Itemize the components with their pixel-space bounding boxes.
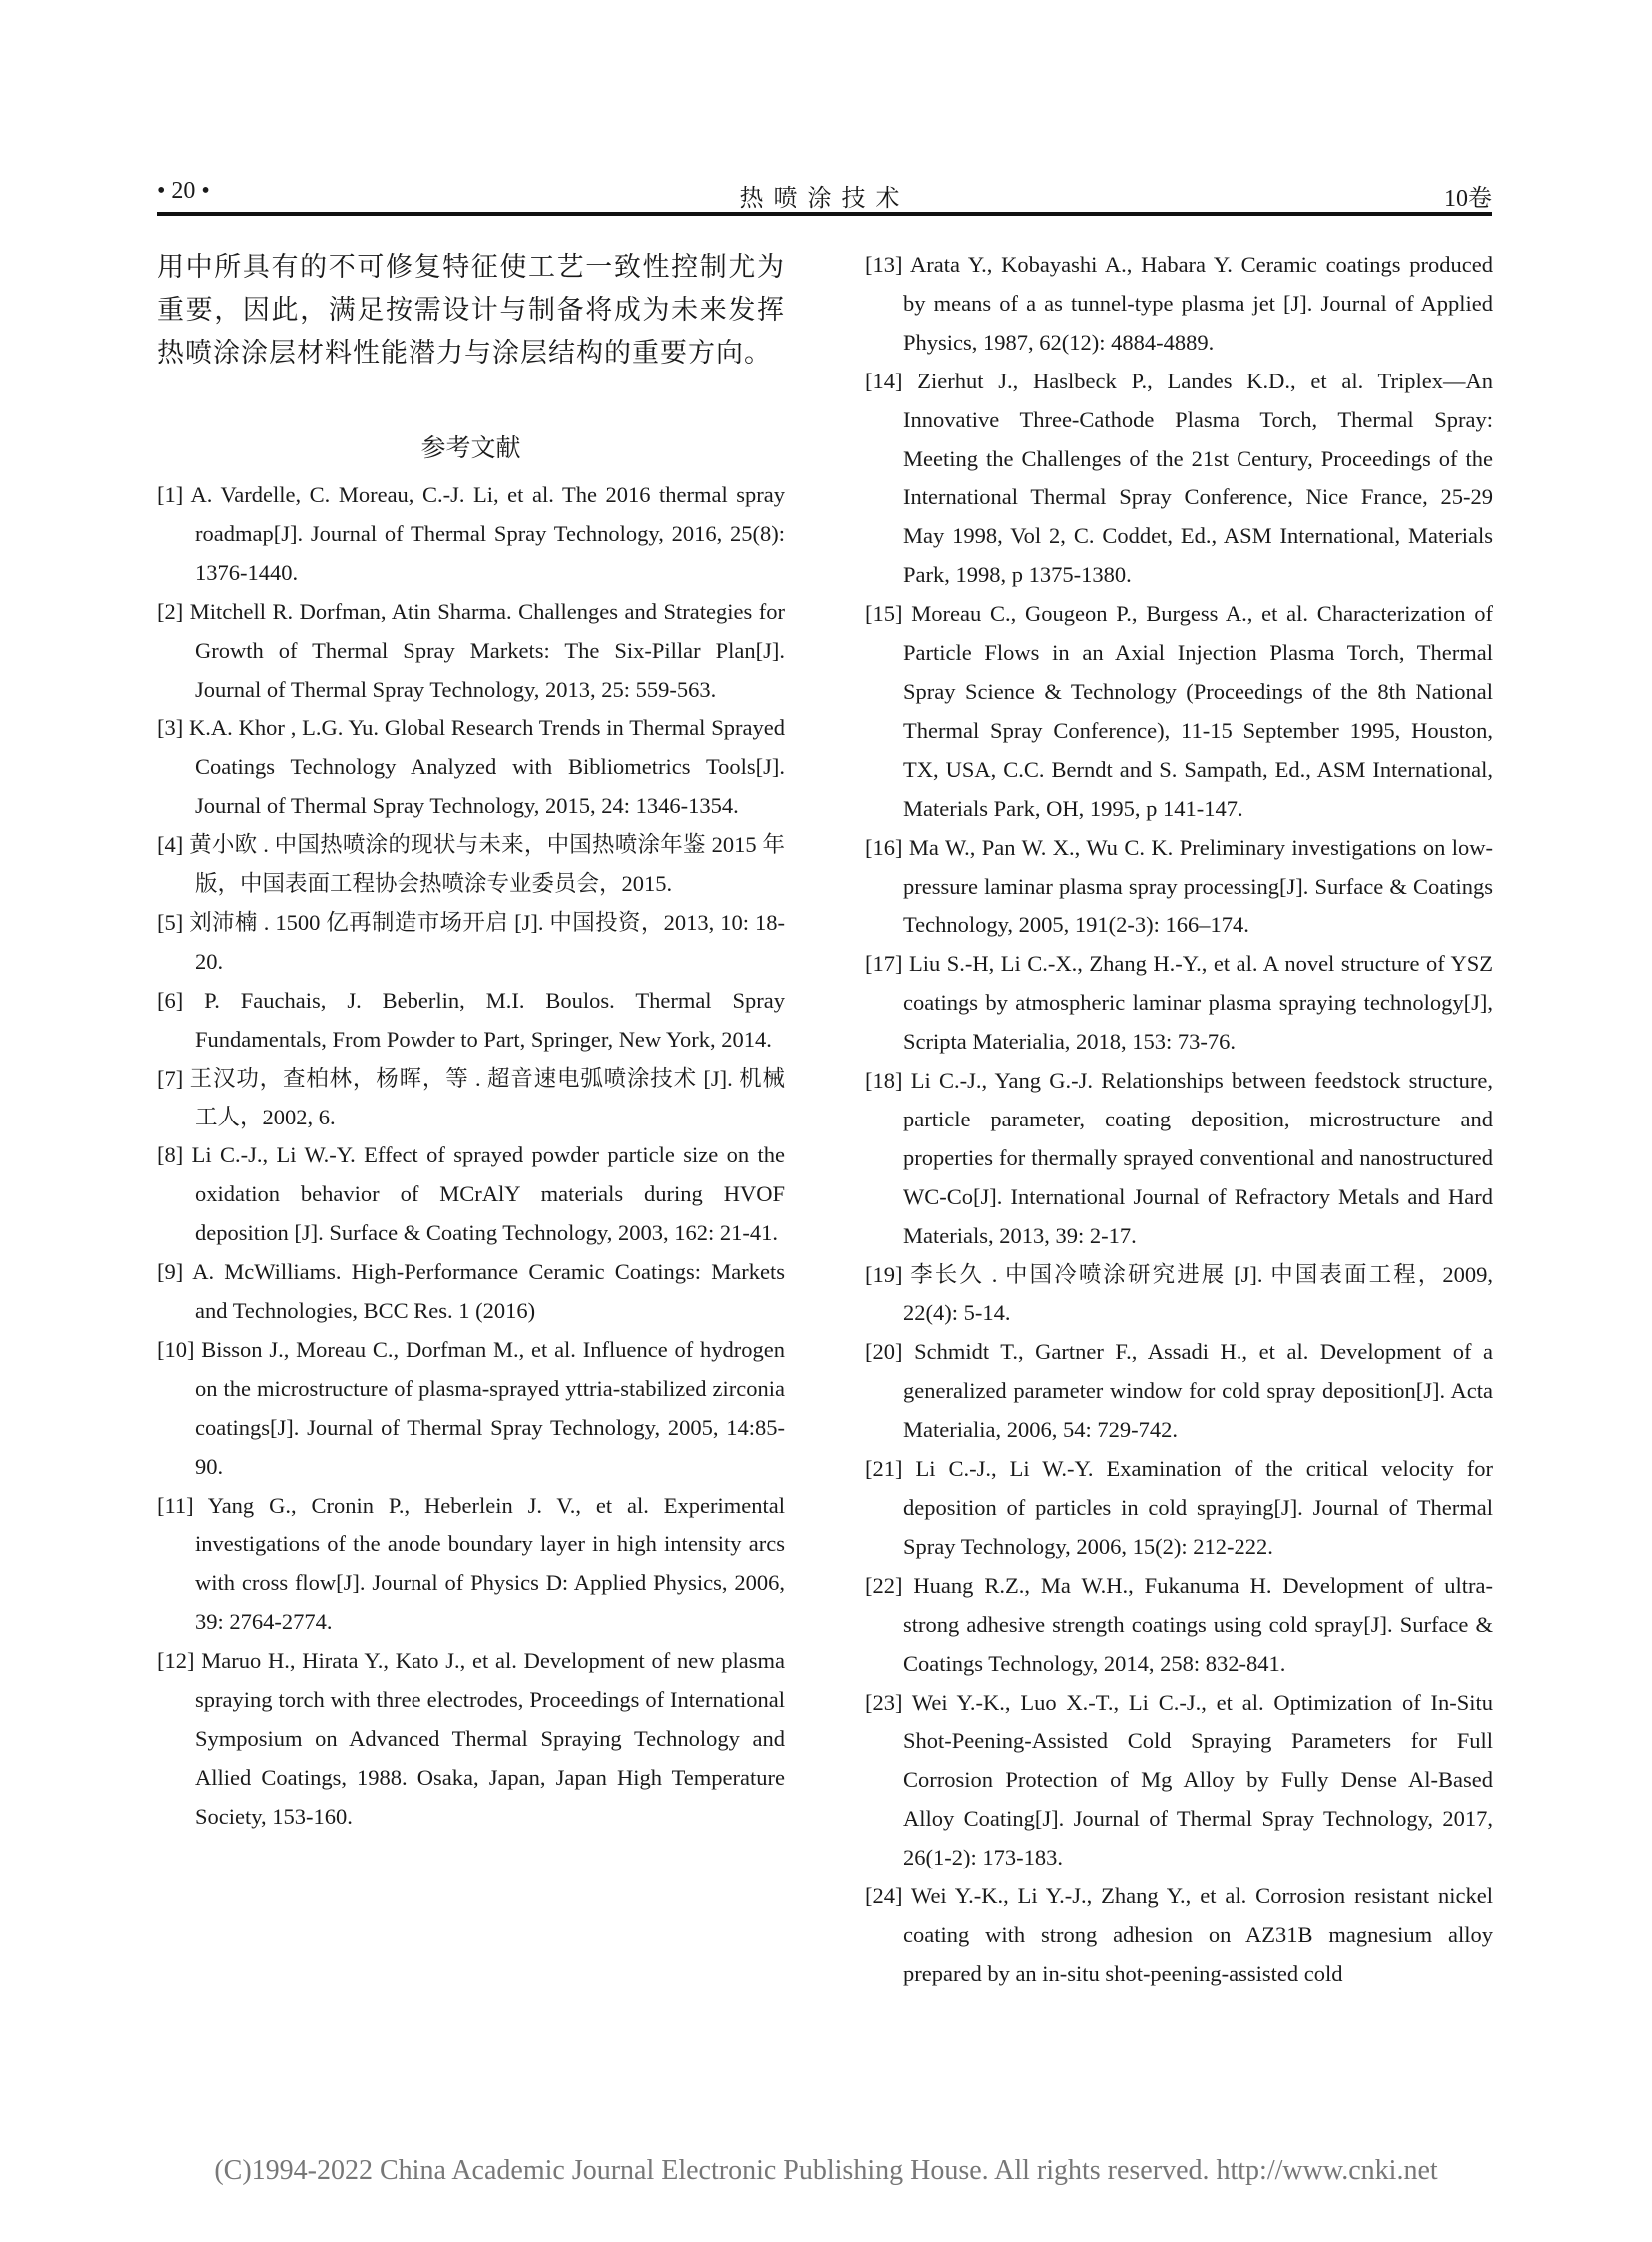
volume-label: 10卷 bbox=[1444, 186, 1492, 212]
reference-item: [3] K.A. Khor , L.G. Yu. Global Research Trends in Thermal Sprayed Coatings Technology Analyzed with Bibliometrics Tools[J]. Journal of Thermal Spray Technology, 2015, 24: 1346-1354. bbox=[157, 715, 785, 819]
reference-item: [12] Maruo H., Hirata Y., Kato J., et al. Development of new plasma spraying torch with three electrodes, Proceedings of International Symposium on Advanced Thermal Spraying Technology and Allied Coatings, 1988. Osaka, Japan, Japan High Temperature Society, 153-160. bbox=[157, 1648, 785, 1829]
reference-item: [7] 王汉功，查柏林，杨晖，等 . 超音速电弧喷涂技术 [J]. 机械工人，2002, 6. bbox=[157, 1065, 785, 1129]
reference-item: [9] A. McWilliams. High-Performance Ceramic Coatings: Markets and Technologies, BCC Res. 1 (2016) bbox=[157, 1259, 785, 1324]
reference-item: [6] P. Fauchais, J. Beberlin, M.I. Boulos. Thermal Spray Fundamentals, From Powder to Part, Springer, New York, 2014. bbox=[157, 987, 785, 1052]
reference-item: [17] Liu S.-H, Li C.-X., Zhang H.-Y., et al. A novel structure of YSZ coatings by atmospheric laminar plasma spraying technology[J], Scripta Materialia, 2018, 153: 73-76. bbox=[865, 951, 1493, 1055]
reference-item: [5] 刘沛楠 . 1500 亿再制造市场开启 [J]. 中国投资，2013, 10: 18-20. bbox=[157, 909, 785, 974]
reference-item: [24] Wei Y.-K., Li Y.-J., Zhang Y., et al. Corrosion resistant nickel coating with strong adhesion on AZ31B magnesium alloy prepared by an in-situ shot-peening-assisted cold bbox=[865, 1883, 1493, 1986]
right-column bbox=[865, 246, 1493, 1994]
reference-item: [22] Huang R.Z., Ma W.H., Fukanuma H. Development of ultra-strong adhesive strength coatings using cold spray[J]. Surface & Coatings Technology, 2014, 258: 832-841. bbox=[865, 1572, 1493, 1676]
reference-item: [18] Li C.-J., Yang G.-J. Relationships between feedstock structure, particle parameter, coating deposition, microstructure and properties for thermally sprayed conventional and nanostructured WC-Co[J]. International Journal of Refractory Metals and Hard Materials, 2013, 39: 2-17. bbox=[865, 1068, 1493, 1248]
page-number: • 20 • bbox=[157, 178, 210, 204]
body-paragraph: 用中所具有的不可修复特征使工艺一致性控制尤为重要，因此，满足按需设计与制备将成为未来发挥热喷涂涂层材料性能潜力与涂层结构的重要方向。 bbox=[157, 252, 785, 368]
reference-item: [20] Schmidt T., Gartner F., Assadi H., et al. Development of a generalized parameter window for cold spray deposition[J]. Acta Materialia, 2006, 54: 729-742. bbox=[865, 1339, 1493, 1443]
reference-list-left bbox=[157, 476, 785, 1837]
reference-item: [19] 李长久 . 中国冷喷涂研究进展 [J]. 中国表面工程，2009, 22(4): 5-14. bbox=[865, 1261, 1493, 1326]
reference-item: [16] Ma W., Pan W. X., Wu C. K. Preliminary investigations on low-pressure laminar plasma spray processing[J]. Surface & Coatings Technology, 2005, 191(2-3): 166–174. bbox=[865, 834, 1493, 938]
running-header bbox=[157, 178, 1492, 214]
reference-item: [4] 黄小欧 . 中国热喷涂的现状与未来，中国热喷涂年鉴 2015 年版，中国表面工程协会热喷涂专业委员会，2015. bbox=[157, 832, 785, 897]
reference-item: [8] Li C.-J., Li W.-Y. Effect of sprayed powder particle size on the oxidation behavior of MCrAlY materials during HVOF deposition [J]. Surface & Coating Technology, 2003, 162: 21-41. bbox=[157, 1142, 785, 1246]
journal-title: 热喷涂技术 bbox=[739, 186, 910, 212]
reference-item: [2] Mitchell R. Dorfman, Atin Sharma. Challenges and Strategies for Growth of Thermal Spray Markets: The Six-Pillar Plan[J]. Journal of Thermal Spray Technology, 2013, 25: 559-563. bbox=[157, 598, 785, 702]
references-heading: 参考文献 bbox=[420, 435, 521, 462]
reference-list-right bbox=[865, 246, 1493, 1994]
header-rule bbox=[157, 212, 1492, 216]
reference-item: [23] Wei Y.-K., Luo X.-T., Li C.-J., et al. Optimization of In-Situ Shot-Peening-Assisted Cold Spraying Parameters for Full Corrosion Protection of Mg Alloy by Fully Dense Al-Based Alloy Coating[J]. Journal of Thermal Spray Technology, 2017, 26(1-2): 173-183. bbox=[865, 1689, 1493, 1870]
copyright-footer: (C)1994-2022 China Academic Journal Electronic Publishing House. All rights reserved. http://www.cnki.net bbox=[214, 2155, 1438, 2186]
reference-item: [13] Arata Y., Kobayashi A., Habara Y. Ceramic coatings produced by means of a as tunnel-type plasma jet [J]. Journal of Applied Physics, 1987, 62(12): 4884-4889. bbox=[865, 252, 1493, 355]
reference-item: [1] A. Vardelle, C. Moreau, C.-J. Li, et al. The 2016 thermal spray roadmap[J]. Journal of Thermal Spray Technology, 2016, 25(8): 1376-1440. bbox=[157, 482, 785, 585]
reference-item: [15] Moreau C., Gougeon P., Burgess A., et al. Characterization of Particle Flows in an Axial Injection Plasma Torch, Thermal Spray Science & Technology (Proceedings of the 8th National Thermal Spray Conference), 11-15 September 1995, Houston, TX, USA, C.C. Berndt and S. Sampath, Ed., ASM International, Materials Park, OH, 1995, p 141-147. bbox=[865, 601, 1493, 821]
reference-item: [14] Zierhut J., Haslbeck P., Landes K.D., et al. Triplex—An Innovative Three-Cathode Plasma Torch, Thermal Spray: Meeting the Challenges of the 21st Century, Proceedings of the International Thermal Spray Conference, Nice France, 25-29 May 1998, Vol 2, C. Coddet, Ed., ASM International, Materials Park, 1998, p 1375-1380. bbox=[865, 368, 1493, 588]
reference-item: [11] Yang G., Cronin P., Heberlein J. V., et al. Experimental investigations of the anode boundary layer in high intensity arcs with cross flow[J]. Journal of Physics D: Applied Physics, 2006, 39: 2764-2774. bbox=[157, 1492, 785, 1635]
reference-item: [21] Li C.-J., Li W.-Y. Examination of the critical velocity for deposition of particles in cold spraying[J]. Journal of Thermal Spray Technology, 2006, 15(2): 212-222. bbox=[865, 1456, 1493, 1559]
reference-item: [10] Bisson J., Moreau C., Dorfman M., et al. Influence of hydrogen on the microstructure of plasma-sprayed yttria-stabilized zirconia coatings[J]. Journal of Thermal Spray Technology, 2005, 14:85-90. bbox=[157, 1336, 785, 1479]
left-column bbox=[157, 246, 785, 1837]
